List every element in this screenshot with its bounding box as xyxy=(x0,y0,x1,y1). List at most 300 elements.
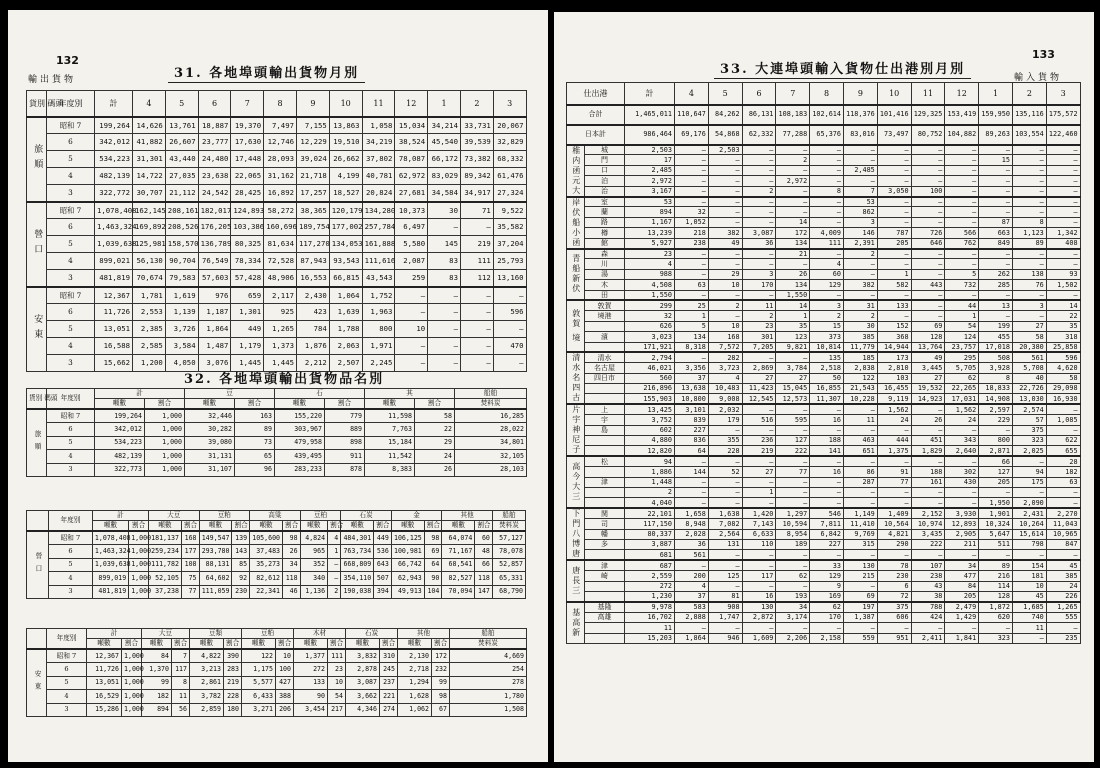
table-cell: — xyxy=(979,176,1013,186)
table-cell: — xyxy=(810,176,844,186)
table-cell: 93 xyxy=(1046,269,1080,279)
sub-header: 割合 xyxy=(232,521,250,532)
table-cell: — xyxy=(1012,259,1046,269)
table-cell: 17,630 xyxy=(231,134,264,151)
table-cell: 27,324 xyxy=(493,185,526,202)
table-cell: 2,869 xyxy=(742,363,776,373)
table-cell: 123 xyxy=(776,332,810,342)
table-cell: 4,009 xyxy=(810,228,844,238)
group-header: 豆柏 xyxy=(300,511,341,521)
table-cell: 11 xyxy=(625,623,675,633)
table-cell: — xyxy=(945,259,979,269)
table-cell: 2,559 xyxy=(625,571,675,581)
table-cell: — xyxy=(979,488,1013,498)
table-cell: 62 xyxy=(945,373,979,383)
table-cell: 8,318 xyxy=(675,342,709,352)
table-cell: 10,974 xyxy=(911,519,945,529)
table-cell: 128 xyxy=(979,592,1013,602)
table-cell: 22,101 xyxy=(625,508,675,518)
table-cell: 1,139 xyxy=(165,304,198,321)
table-cell: 12,820 xyxy=(625,446,675,456)
table-cell: 68,332 xyxy=(493,151,526,168)
table-cell: 221 xyxy=(380,690,398,704)
table-cell: 4 xyxy=(708,373,742,383)
table-cell: 762 xyxy=(945,238,979,248)
table-cell: 382 xyxy=(708,228,742,238)
group-header: 其他 xyxy=(442,511,493,521)
table-cell: 228 xyxy=(708,446,742,456)
table-row xyxy=(27,219,527,236)
table-cell: 112 xyxy=(460,270,493,287)
table-cell: 90,704 xyxy=(165,253,198,270)
year-cell: 昭和 7 xyxy=(47,202,95,219)
group-header: 其他 xyxy=(398,629,450,639)
area-label: 岸伏船小函 xyxy=(567,197,585,249)
table-cell: 2,564 xyxy=(708,529,742,539)
table-cell: 1,628 xyxy=(398,690,432,704)
table-cell: 3,174 xyxy=(776,612,810,622)
sub-header: 噸數 xyxy=(242,639,276,650)
group-header: 船舶 xyxy=(455,389,527,399)
table-cell: 230 xyxy=(877,571,911,581)
table-cell: 20,824 xyxy=(362,185,395,202)
table-cell: 951 xyxy=(877,633,911,643)
table-cell: — xyxy=(675,352,709,362)
table-cell: 23,757 xyxy=(945,342,979,352)
year-cell: 5 xyxy=(47,236,95,253)
table-cell: 67 xyxy=(432,703,450,717)
table-cell: — xyxy=(1046,176,1080,186)
group-header: 計 xyxy=(95,389,185,399)
table-cell: 26,662 xyxy=(329,151,362,168)
table-cell: 90 xyxy=(294,690,328,704)
table-cell: 18,833 xyxy=(979,384,1013,394)
table-cell: 3,101 xyxy=(675,404,709,414)
table-cell: 146 xyxy=(843,228,877,238)
table-cell: — xyxy=(742,560,776,570)
table-cell: 185 xyxy=(843,352,877,362)
table-cell: 69 xyxy=(911,321,945,331)
table-cell: — xyxy=(945,197,979,207)
table-cell: 27,681 xyxy=(395,185,428,202)
table-cell: — xyxy=(1046,259,1080,269)
table-cell: 98 xyxy=(283,531,301,545)
table-cell: 3 xyxy=(810,300,844,310)
table-cell: — xyxy=(1046,498,1080,508)
table-cell: 3,213 xyxy=(190,663,224,677)
table-cell: 228 xyxy=(224,690,242,704)
table-cell: — xyxy=(742,477,776,487)
table-cell: 65 xyxy=(235,450,275,464)
table-cell: 34 xyxy=(283,558,301,572)
table-cell: 16,855 xyxy=(810,384,844,394)
table-cell: 82,527 xyxy=(442,572,475,586)
table-row xyxy=(567,197,1081,207)
table-cell: — xyxy=(1012,311,1046,321)
table-cell: 131 xyxy=(708,540,742,550)
table-cell: — xyxy=(776,207,810,217)
table-cell: 52,105 xyxy=(148,572,181,586)
table-cell: — xyxy=(945,217,979,227)
table-cell: 1,375 xyxy=(877,446,911,456)
table-cell: — xyxy=(911,176,945,186)
table-cell: 83 xyxy=(428,253,461,270)
table-cell: 35,273 xyxy=(250,558,283,572)
area-label: 片宇神尼子 xyxy=(567,404,585,456)
table-row xyxy=(27,287,527,304)
table-cell: 2 xyxy=(810,311,844,321)
sub-header: 噸數 xyxy=(391,521,424,532)
table-cell: 188 xyxy=(810,436,844,446)
table-cell: 40,781 xyxy=(362,168,395,185)
table-cell: 168 xyxy=(181,531,199,545)
table-cell: 3,271 xyxy=(242,703,276,717)
table-cell: — xyxy=(843,456,877,466)
table-cell: 1,562 xyxy=(945,404,979,414)
table-cell: 295 xyxy=(945,352,979,362)
year-cell: 5 xyxy=(47,436,95,450)
table-cell: 3 xyxy=(742,269,776,279)
table-cell: 1 xyxy=(945,311,979,321)
table-cell: 800 xyxy=(362,321,395,338)
port-cell xyxy=(585,467,625,477)
table-row xyxy=(567,238,1081,248)
table-cell: 120,179 xyxy=(329,202,362,219)
table-cell: 17,031 xyxy=(945,394,979,404)
table-cell: 13,160 xyxy=(493,270,526,287)
table-cell: 52,857 xyxy=(492,558,525,572)
table-cell: 1,841 xyxy=(945,633,979,643)
sub-header: 割合 xyxy=(283,521,301,532)
table-cell: 54,868 xyxy=(708,125,742,145)
table-cell: 285 xyxy=(979,280,1013,290)
table-row xyxy=(567,488,1081,498)
table-cell: 1,000 xyxy=(129,558,149,572)
table-cell: 2,794 xyxy=(625,352,675,362)
table-cell: 7,497 xyxy=(264,117,297,134)
sub-header: 噸數 xyxy=(95,399,145,410)
group-header: 船舶 xyxy=(450,629,527,639)
table-cell: 32 xyxy=(675,207,709,217)
table-cell: 22 xyxy=(1046,311,1080,321)
table-cell: 232 xyxy=(432,663,450,677)
table-cell: 135 xyxy=(810,352,844,362)
table-cell: 63 xyxy=(1046,477,1080,487)
table-row xyxy=(567,540,1081,550)
table-cell: 2,718 xyxy=(398,663,432,677)
table-cell: 322,773 xyxy=(95,463,145,477)
table-cell: 274 xyxy=(380,703,398,717)
table-cell: — xyxy=(911,488,945,498)
table-cell: 4,824 xyxy=(300,531,327,545)
table-cell: 3 xyxy=(1012,300,1046,310)
table-cell: — xyxy=(945,186,979,196)
table-cell: — xyxy=(708,623,742,633)
table-cell: — xyxy=(675,186,709,196)
table-cell: 205 xyxy=(979,477,1013,487)
table-cell: 301 xyxy=(742,332,776,342)
table-cell: 2 xyxy=(843,311,877,321)
table-cell: — xyxy=(911,259,945,269)
table-cell: 1,230 xyxy=(625,592,675,602)
table-cell: — xyxy=(877,623,911,633)
table-cell: 9,978 xyxy=(625,602,675,612)
table-cell: — xyxy=(493,321,526,338)
table-cell: 8 xyxy=(1012,217,1046,227)
table-cell: 161 xyxy=(911,477,945,487)
table-cell: 507 xyxy=(374,572,392,586)
table-cell: 72,528 xyxy=(264,253,297,270)
table-cell: — xyxy=(428,355,461,372)
table-cell: — xyxy=(328,558,341,572)
table-cell: 62,943 xyxy=(391,572,424,586)
table-cell: 659 xyxy=(231,287,264,304)
table-cell: 1,000 xyxy=(129,572,149,586)
table-cell: 17,257 xyxy=(296,185,329,202)
table-cell: — xyxy=(1012,488,1046,498)
table-cell: 12,367 xyxy=(87,649,122,663)
table-cell: 7,572 xyxy=(708,342,742,352)
table-cell: — xyxy=(979,311,1013,321)
table-cell: — xyxy=(776,186,810,196)
sub-header: 割合 xyxy=(328,521,341,532)
table-cell: 34 xyxy=(776,602,810,612)
table-cell: 534,223 xyxy=(95,436,145,450)
table-cell: 423 xyxy=(296,304,329,321)
table-row xyxy=(567,249,1081,259)
table-cell: 27 xyxy=(1012,321,1046,331)
table-cell: 29,098 xyxy=(1046,384,1080,394)
year-cell: 6 xyxy=(47,663,87,677)
table-cell: 444 xyxy=(877,436,911,446)
table-cell: 1,078,408 xyxy=(92,531,128,545)
table-cell: 171,921 xyxy=(625,342,675,352)
table-row xyxy=(27,676,527,690)
table-cell: 2,025 xyxy=(1012,446,1046,456)
table31-header: 9 xyxy=(296,91,329,117)
port-cell xyxy=(585,488,625,498)
table-cell: 155,220 xyxy=(275,409,325,423)
page-number: 132 xyxy=(56,54,79,67)
table-cell: 104 xyxy=(424,585,442,599)
table-cell: 159,950 xyxy=(979,105,1013,125)
table-cell: — xyxy=(1012,456,1046,466)
table-cell: 24 xyxy=(415,450,455,464)
sub-header: 割合 xyxy=(432,639,450,650)
table-cell: 4,669 xyxy=(450,649,527,663)
table-cell: 5,927 xyxy=(625,238,675,248)
table-cell: 620 xyxy=(979,612,1013,622)
table-cell: 911 xyxy=(325,450,365,464)
table-row xyxy=(27,321,527,338)
table-cell: 986,464 xyxy=(625,125,675,145)
table-cell: 6,633 xyxy=(742,529,776,539)
table-cell: 894 xyxy=(625,207,675,217)
table-cell: — xyxy=(1012,165,1046,175)
table-cell: 13,761 xyxy=(165,117,198,134)
table-cell: 1,463,324 xyxy=(92,545,128,559)
table-cell: 218 xyxy=(675,228,709,238)
table-cell: 136,789 xyxy=(198,236,231,253)
port-cell: 名古屋 xyxy=(585,363,625,373)
port-cell: 樽 xyxy=(585,228,625,238)
table-cell: — xyxy=(877,311,911,321)
table-cell: — xyxy=(708,249,742,259)
table-cell: 788 xyxy=(911,602,945,612)
table-cell: 899,019 xyxy=(92,572,128,586)
table-cell: 24 xyxy=(945,415,979,425)
table-cell: 1,429 xyxy=(945,612,979,622)
table-cell: 561 xyxy=(1012,352,1046,362)
table-cell: 30,282 xyxy=(185,423,235,437)
table-cell: 79,583 xyxy=(165,270,198,287)
table-cell: 160,696 xyxy=(264,219,297,236)
table-cell: 31 xyxy=(843,300,877,310)
table-cell: 25 xyxy=(675,300,709,310)
table-cell: — xyxy=(742,217,776,227)
table-cell: 1,123 xyxy=(1012,228,1046,238)
table-cell: — xyxy=(395,338,428,355)
table-cell: 626 xyxy=(625,321,675,331)
table-cell: 23 xyxy=(328,663,346,677)
table-row xyxy=(567,269,1081,279)
table-cell: 1,609 xyxy=(742,633,776,643)
table-cell: 222 xyxy=(911,540,945,550)
table-cell: 9,821 xyxy=(776,342,810,352)
table-cell: — xyxy=(776,145,810,155)
table-cell: 69 xyxy=(843,592,877,602)
table-cell: — xyxy=(945,207,979,217)
table-cell: 1,149 xyxy=(843,508,877,518)
table-cell: 90 xyxy=(424,572,442,586)
table-cell: — xyxy=(776,404,810,414)
table-cell: — xyxy=(911,498,945,508)
table-cell: 1,136 xyxy=(300,585,327,599)
sub-header: 噸數 xyxy=(250,521,283,532)
table-cell: 3,832 xyxy=(346,649,380,663)
table-cell: — xyxy=(979,550,1013,560)
table-cell: 1,000 xyxy=(129,545,149,559)
table-row xyxy=(27,338,527,355)
table-cell: 89 xyxy=(979,560,1013,570)
table-cell: — xyxy=(708,456,742,466)
table-cell: — xyxy=(742,249,776,259)
table-cell: 2,503 xyxy=(708,145,742,155)
table-cell: 124 xyxy=(945,332,979,342)
table-cell: 1,752 xyxy=(362,287,395,304)
table-cell: 11,598 xyxy=(365,409,415,423)
year-cell: 4 xyxy=(47,450,95,464)
table-cell: 449 xyxy=(374,531,392,545)
table-cell: — xyxy=(843,259,877,269)
table-cell: 173 xyxy=(877,352,911,362)
table-cell: 2,872 xyxy=(742,612,776,622)
year-cell: 6 xyxy=(47,219,95,236)
table-cell: 38,524 xyxy=(395,134,428,151)
table-row xyxy=(27,304,527,321)
table-cell: 787 xyxy=(877,228,911,238)
table-cell: 23,777 xyxy=(198,134,231,151)
table-cell: — xyxy=(843,425,877,435)
table-cell: 15,614 xyxy=(1012,529,1046,539)
table-cell: 516 xyxy=(742,415,776,425)
table-cell: 2,574 xyxy=(1012,404,1046,414)
table-cell: 740 xyxy=(1012,612,1046,622)
table-cell: 13,239 xyxy=(625,228,675,238)
year-cell: 3 xyxy=(47,463,95,477)
table-cell: 11,726 xyxy=(95,304,133,321)
table-cell: — xyxy=(395,355,428,372)
table-cell: 1,562 xyxy=(877,404,911,414)
table-cell: 64,074 xyxy=(442,531,475,545)
table-cell: 31,131 xyxy=(185,450,235,464)
table-row xyxy=(567,145,1081,155)
table-cell: 235 xyxy=(1046,633,1080,643)
table-cell: — xyxy=(428,321,461,338)
table-cell: — xyxy=(911,249,945,259)
table-row xyxy=(567,259,1081,269)
table-row xyxy=(27,585,526,599)
table-cell: 81,634 xyxy=(264,236,297,253)
table-cell: 23 xyxy=(742,321,776,331)
table-cell: 108 xyxy=(181,558,199,572)
table-row xyxy=(567,342,1081,352)
table-cell: 211 xyxy=(945,540,979,550)
port-cell: 崎 xyxy=(585,571,625,581)
table-cell: 68,790 xyxy=(492,585,525,599)
table-cell: — xyxy=(675,155,709,165)
table-cell: 57,603 xyxy=(198,270,231,287)
table-cell: 24,480 xyxy=(198,151,231,168)
port-cell: 濱 xyxy=(585,332,625,342)
table-cell: — xyxy=(742,145,776,155)
table-cell: 21 xyxy=(776,249,810,259)
sub-header: 焚料炭 xyxy=(450,639,527,650)
table-row xyxy=(567,436,1081,446)
group-header: 大豆 xyxy=(142,629,190,639)
table-cell: 2,032 xyxy=(708,404,742,414)
table-cell: 78,078 xyxy=(492,545,525,559)
table-cell: — xyxy=(945,145,979,155)
table-cell: 1,487 xyxy=(198,338,231,355)
table-cell: 546 xyxy=(810,508,844,518)
table-cell: 3,782 xyxy=(190,690,224,704)
table-cell: 2,585 xyxy=(133,338,166,355)
table-cell: 58 xyxy=(1046,373,1080,383)
table-cell: 16,892 xyxy=(264,185,297,202)
table-cell: 1,465,011 xyxy=(625,105,675,125)
table-cell: — xyxy=(460,304,493,321)
table-cell: 1,370 xyxy=(142,663,172,677)
table-cell: 170 xyxy=(742,280,776,290)
sub-header: 割合 xyxy=(224,639,242,650)
table-cell: 17,018 xyxy=(979,342,1013,352)
table-cell: — xyxy=(810,498,844,508)
table-cell: 899,021 xyxy=(95,253,133,270)
table-cell: 8,383 xyxy=(365,463,415,477)
table-cell: 3,662 xyxy=(346,690,380,704)
table-cell: 188 xyxy=(911,467,945,477)
table-cell: 323 xyxy=(979,633,1013,643)
year-cell: 3 xyxy=(48,585,92,599)
table-cell: 1,187 xyxy=(198,304,231,321)
table-cell: — xyxy=(911,404,945,414)
table-cell: 16,702 xyxy=(625,612,675,622)
table-cell: 1,265 xyxy=(1046,602,1080,612)
table-cell: 655 xyxy=(1046,446,1080,456)
table-row xyxy=(27,185,527,202)
table-cell: 4 xyxy=(328,531,341,545)
